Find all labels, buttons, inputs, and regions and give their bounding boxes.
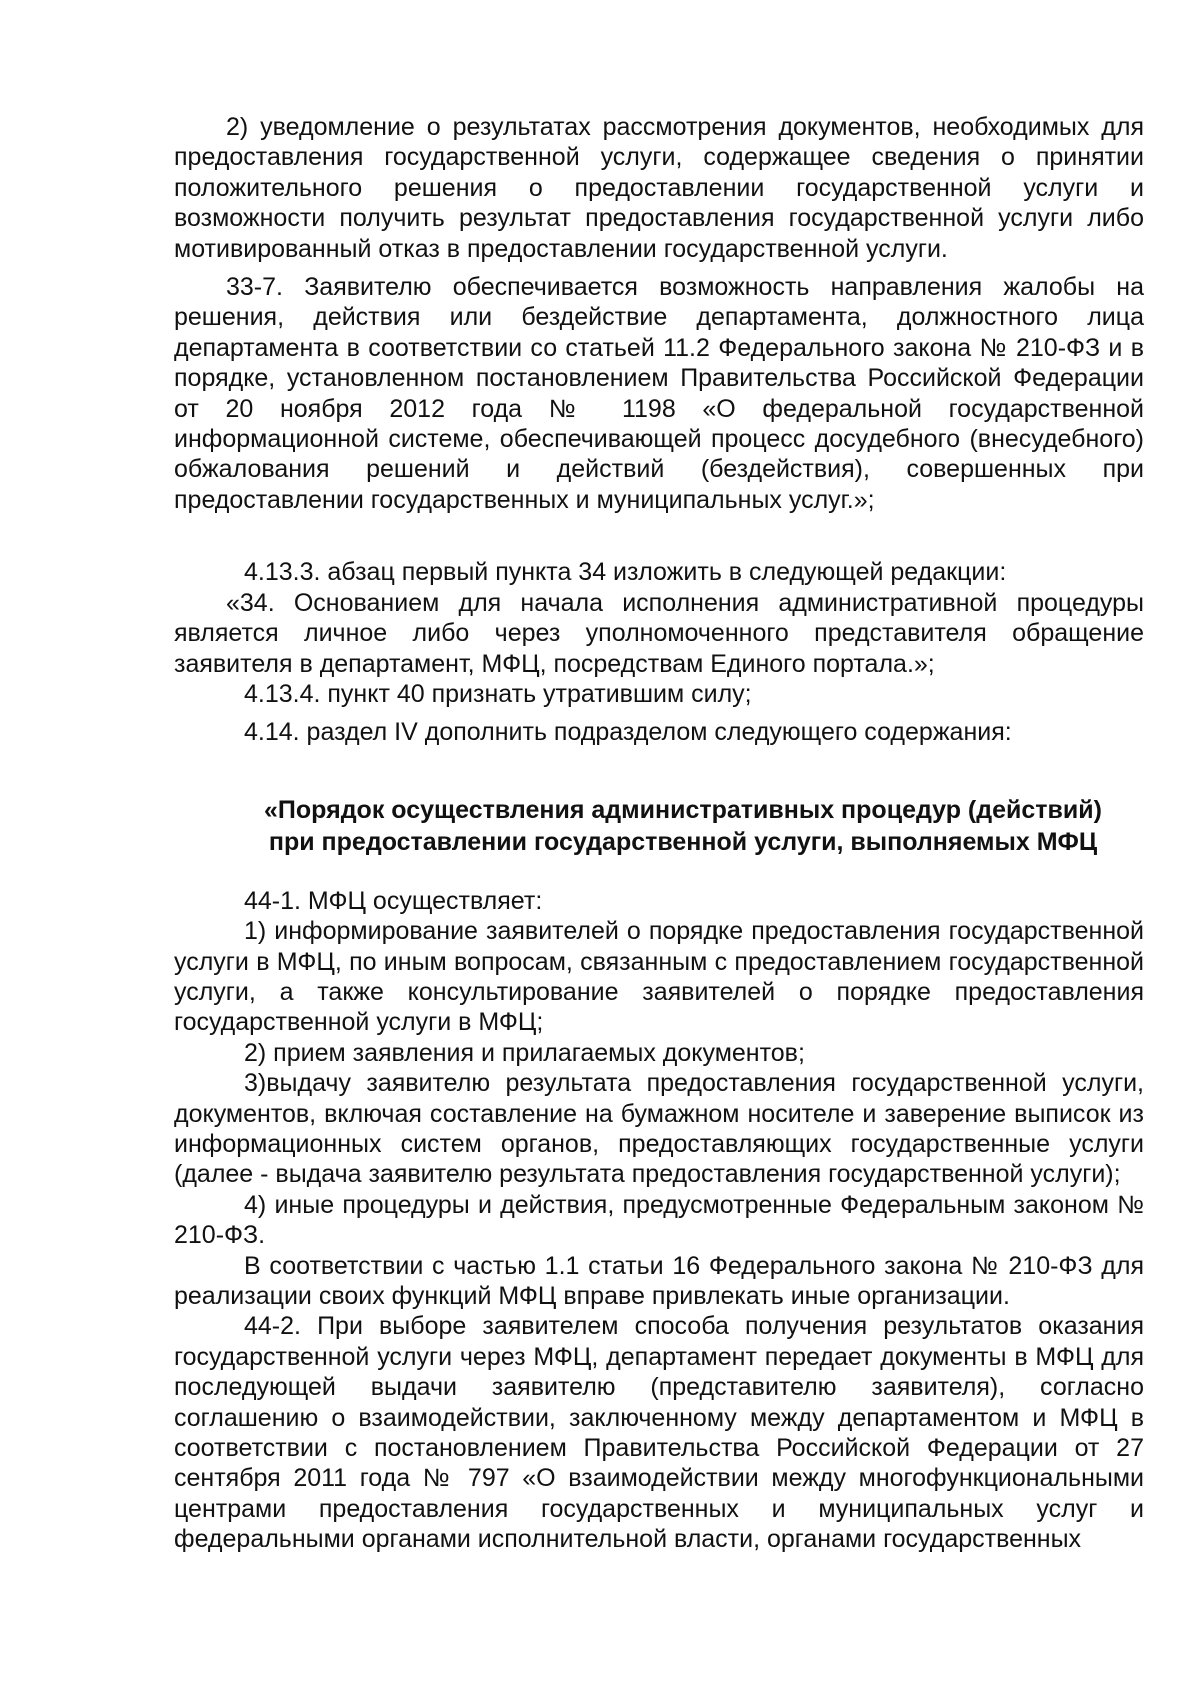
document-body [174, 112, 1144, 1555]
paragraph-44-2: 44-2. При выборе заявителем способа получения результатов оказания государственной услуги через МФЦ, департамент передает документы в МФЦ для последующей выдачи заявителю (представителю заявителя), согласно соглашению о взаимодействии, заключенному между департаментом и МФЦ в соответствии с постановлением Правительства Российской Федерации от 27 сентября 2011 года № 797 «О взаимодействии между многофункциональными центрами предоставления государственных и муниципальных услуг и федеральными органами исполнительной власти, органами государственных [174, 1312, 1144, 1554]
paragraph-item-4: 4) иные процедуры и действия, предусмотренные Федеральным законом № 210-ФЗ. [174, 1190, 1144, 1250]
paragraph-item-3: 3)выдачу заявителю результата предоставления государственной услуги, документов, включая составление на бумажном носителе и заверение выписок из информационных систем органов, предоставляющих государственные услуги (далее - выдача заявителю результата предоставления государственной услуги); [174, 1069, 1144, 1189]
paragraph-34-quote: «34. Основанием для начала исполнения административной процедуры является личное либо через уполномоченного представителя обращение заявителя в департамент, МФЦ, посредствам Единого портала.»; [174, 588, 1144, 678]
paragraph-notification: 2) уведомление о результатах рассмотрения документов, необходимых для предоставления государственной услуги, содержащее сведения о принятии положительного решения о предоставлении государственной услуги и возможности получить результат предоставления государственной услуги либо мотивированный отказ в предоставлении государственной услуги. [174, 113, 1144, 263]
paragraph-4-13-4: 4.13.4. пункт 40 признать утратившим силу; [244, 679, 752, 708]
section-heading [198, 794, 1168, 858]
paragraph-4-14: 4.14. раздел IV дополнить подразделом следующего содержания: [244, 718, 1012, 747]
section-heading-line-2: при предоставлении государственной услуги, выполняемых МФЦ [268, 827, 1098, 856]
section-heading-line-1: «Порядок осуществления административных процедур (действий) [264, 795, 1102, 824]
paragraph-33-7: 33-7. Заявителю обеспечивается возможность направления жалобы на решения, действия или бездействие департамента, должностного лица департамента в соответствии со статьей 11.2 Федерального закона № 210-ФЗ и в порядке, установленном постановлением Правительства Российской Федерации от 20 ноября 2012 года № 1198 «О федеральной государственной информационной системе, обеспечивающей процесс досудебного (внесудебного) обжалования решений и действий (бездействия), совершенных при предоставлении государственных и муниципальных услуг.»; [174, 273, 1144, 514]
paragraph-item-2: 2) прием заявления и прилагаемых документов; [244, 1038, 805, 1067]
paragraph-organizations: В соответствии с частью 1.1 статьи 16 Федерального закона № 210-ФЗ для реализации своих функций МФЦ вправе привлекать иные организации. [174, 1251, 1144, 1310]
paragraph-item-1: 1) информирование заявителей о порядке предоставления государственной услуги в МФЦ, по иным вопросам, связанным с предоставлением государственной услуги, а также консультирование заявителей о порядке предоставления государственной услуги в МФЦ; [174, 917, 1144, 1037]
paragraph-4-13-3: 4.13.3. абзац первый пункта 34 изложить в следующей редакции: [244, 558, 1007, 587]
paragraph-44-1: 44-1. МФЦ осуществляет: [244, 886, 543, 915]
